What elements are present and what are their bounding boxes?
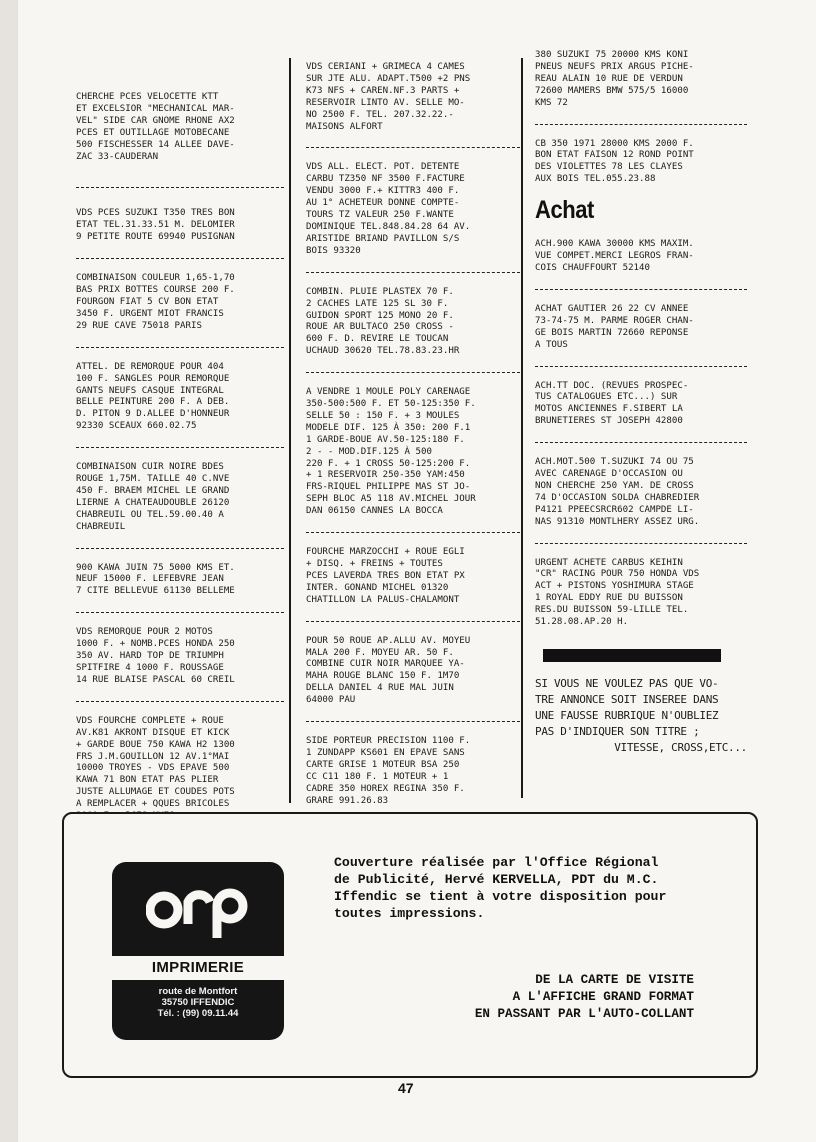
dashed-separator <box>76 447 284 448</box>
dashed-separator <box>76 187 284 188</box>
classified-ad: 900 KAWA JUIN 75 5000 KMS ET. NEUF 15000 F. LEFEBVRE JEAN 7 CITE BELLEVUE 61130 BELLEME <box>76 562 235 597</box>
dashed-separator <box>76 548 284 549</box>
classified-ad: COMBINAISON COULEUR 1,65-1,70 BAS PRIX BOTTES COURSE 200 F. FOURGON FIAT 5 CV BON ETAT 3450 F. URGENT MIOT FRANCIS 29 RUE CAVE 75018 PARIS <box>76 273 235 331</box>
classified-ad: 380 SUZUKI 75 20000 KMS KONI PNEUS NEUFS PRIX ARGUS PICHE- REAU ALAIN 10 RUE DE VERDUN 72600 MAMERS BMW 575/5 16000 KMS 72 <box>535 50 694 108</box>
page-number: 47 <box>398 1080 414 1096</box>
classified-ad: VDS PCES SUZUKI T350 TRES BON ETAT TEL.31.33.51 M. DELOMIER 9 PETITE ROUTE 69940 PUSIGNAN <box>76 208 235 243</box>
column-rule-left <box>289 58 291 803</box>
orp-logo-icon <box>146 872 250 942</box>
logo-address: route de Montfort 35750 IFFENDIC Tél. : (99) 09.11.44 <box>157 986 239 1019</box>
dashed-separator <box>535 124 747 125</box>
dashed-separator <box>535 366 747 367</box>
achat-section-heading: Achat <box>535 196 594 225</box>
dashed-separator <box>535 442 747 443</box>
classified-ad: POUR 50 ROUE AP.ALLU AV. MOYEU MALA 200 F. MOYEU AR. 50 F. COMBINE CUIR NOIR MARQUEE YA- MAHA ROUGE BLANC 150 F. 1M70 DELLA DANIEL 4 RUE MAL JUIN 64000 PAU <box>306 635 471 706</box>
dashed-separator <box>306 372 520 373</box>
classified-ad: ACH.MOT.500 T.SUZUKI 74 OU 75 AVEC CARENAGE D'OCCASION OU NON CHERCHE 250 YAM. DE CROSS 74 D'OCCASION SOLDA CHABREDIER P4121 PPEECSRCR602 CAMPDE LI- NAS 91310 MONTLHERY ASSEZ URG. <box>535 457 700 527</box>
classified-ad: SIDE PORTEUR PRECISION 1100 F. 1 ZUNDAPP KS601 EN EPAVE SANS CARTE GRISE 1 MOTEUR BSA 250 CC C11 180 F. 1 MOTEUR + 1 CADRE 350 HOREX REGINA 350 F. GRARE 991.26.83 <box>306 736 471 806</box>
dashed-separator <box>306 532 520 533</box>
classified-ad: A VENDRE 1 MOULE POLY CARENAGE 350-500:500 F. ET 50-125:350 F. SELLE 50 : 150 F. + 3 MOULES MODELE DIF. 125 À 350: 200 F.1 1 GARDE-BOUE AV.50-125:180 F. 2 - - MOD.DIF.125 À 500 220 F. + 1 CROSS 50-125:200 F. + 1 RESERVOIR 250-350 YAM:450 FRS-RIQUEL PHILIPPE MAS ST JO- SEPH BLOC A5 118 AV.MICHEL JOUR DAN 06150 CANNES LA BOCCA <box>306 387 476 517</box>
classified-ad: FOURCHE MARZOCCHI + ROUE EGLI + DISQ. + FREINS + TOUTES PCES LAVERDA TRES BON ETAT PX INTER. GONAND MICHEL 01320 CHATILLON LA PALUS-CHALAMONT <box>306 547 465 605</box>
dashed-separator <box>76 347 284 348</box>
classifieds-column-1 <box>76 92 284 823</box>
logo-title: IMPRIMERIE <box>112 956 284 980</box>
dashed-separator <box>535 289 747 290</box>
black-bar <box>543 649 721 662</box>
classified-ad: ACH.900 KAWA 30000 KMS MAXIM. VUE COMPET.MERCI LEGROS FRAN- COIS CHAUFFOURT 52140 <box>535 239 694 273</box>
classified-ad: VDS FOURCHE COMPLETE + ROUE AV.K81 AKRONT DISQUE ET KICK + GARDE BOUE 750 KAWA H2 1300 FRS J.M.GOUILLON 12 AV.1°MAI 10000 TROYES - VDS EPAVE 500 KAWA 71 BON ETAT PAS PLIER JUSTE ALLUMAGE ET COUDES POTS A REMPLACER + QQUES BRICOLES <box>76 715 235 810</box>
classifieds-column-2 <box>306 62 520 808</box>
classified-ad: URGENT ACHETE CARBUS KEIHIN "CR" RACING POUR 750 HONDA VDS ACT + PISTONS YOSHIMURA STAGE 1 ROYAL EDDY RUE DU BUISSON RES.DU BUISSON 59-LILLE TEL. 51.28.08.AP.20 H. <box>535 557 700 628</box>
classified-ad: COMBIN. PLUIE PLASTEX 70 F. 2 CACHES LATE 125 SL 30 F. GUIDON SPORT 125 MONO 20 F. ROUE AR BULTACO 250 CROSS - 600 F. D. REVIRE LE TOUCAN UCHAUD 30620 TEL.78.83.23.HR <box>306 286 460 357</box>
dashed-separator <box>76 258 284 259</box>
dashed-separator <box>76 701 284 702</box>
column-rule-right <box>521 58 523 798</box>
classified-ad: ACHAT GAUTIER 26 22 CV ANNEE 73-74-75 M. PARME ROGER CHAN- GE BOIS MARTIN 72660 REPONSE A TOUS <box>535 303 694 350</box>
classified-ad: CHERCHE PCES VELOCETTE KTT ET EXCELSIOR "MECHANICAL MAR- VEL" SIDE CAR GNOME RHONE AX2 PCES ET OUTILLAGE MOTOBECANE 500 FISCHESSER 14 ALLEE DAVE- ZAC 33-CAUDERAN <box>76 92 235 162</box>
classifieds-column-3 <box>535 50 747 756</box>
printer-tagline: DE LA CARTE DE VISITE A L'AFFICHE GRAND FORMAT EN PASSANT PAR L'AUTO-COLLANT <box>474 973 694 1021</box>
dashed-separator <box>306 721 520 722</box>
classified-ad: ATTEL. DE REMORQUE POUR 404 100 F. SANGLES POUR REMORQUE GANTS NEUFS CASQUE INTEGRAL BELLE PEINTURE 200 F. A DEB. D. PITON 9 D.ALLEE D'HONNEUR 92330 SCEAUX 660.02.75 <box>76 361 230 432</box>
imprimerie-logo <box>112 862 284 1040</box>
dashed-separator <box>76 612 284 613</box>
classified-ad: CB 350 1971 28000 KMS 2000 F. BON ETAT FAISON 12 ROND POINT DES VIOLETTES 78 LES CLAYES AUX BOIS TEL.055.23.88 <box>535 138 694 185</box>
cover-credit: Couverture réalisée par l'Office Régional de Publicité, Hervé KERVELLA, PDT du M.C. Iffendic se tient à votre disposition pour toutes impressions. <box>334 855 667 921</box>
dashed-separator <box>535 543 747 544</box>
classified-ad: VDS CERIANI + GRIMECA 4 CAMES SUR JTE ALU. ADAPT.T500 +2 PNS K73 NFS + CAREN.NF.3 PARTS + RESERVOIR LINTO AV. SELLE MO- NO 2500 F. TEL. 207.32.22.- MAISONS ALFORT <box>306 62 471 132</box>
classified-ad: ACH.TT DOC. (REVUES PROSPEC- TUS CATALOGUES ETC...) SUR MOTOS ANCIENNES F.SIBERT LA BRUNETIERES ST JOSEPH 42800 <box>535 380 689 427</box>
classified-ad: VDS ALL. ELECT. POT. DETENTE CARBU TZ350 NF 3500 F.FACTURE VENDU 3000 F.+ KITTR3 400 F. AU 1° ACHETEUR DONNE COMPTE- TOURS TZ VALEUR 250 F.WANTE DOMINIQUE TEL.848.84.28 64 AV. ARISTIDE BRIAND PAVILLON S/S BOIS 93320 <box>306 162 471 256</box>
dashed-separator <box>306 621 520 622</box>
classified-ad: COMBINAISON CUIR NOIRE BDES ROUGE 1,75M. TAILLE 40 C.NVE 450 F. BRAEM MICHEL LE GRAND LIERNE A CHATEAUDOUBLE 26120 CHABREUIL OU TEL.59.00.40 A CHABREUIL <box>76 462 230 532</box>
dashed-separator <box>306 147 520 148</box>
handwritten-signoff: VITESSE, CROSS,ETC... <box>614 741 747 754</box>
handwritten-note: SI VOUS NE VOULEZ PAS QUE VO- TRE ANNONCE SOIT INSEREE DANS UNE FAUSSE RUBRIQUE N'OUBLIEZ PAS D'INDIQUER SON TITRE ; <box>535 677 719 738</box>
classified-ad: VDS REMORQUE POUR 2 MOTOS 1000 F. + NOMB.PCES HONDA 250 350 AV. HARD TOP DE TRIUMPH SPITFIRE 4 1000 F. ROUSSAGE 14 RUE BLAISE PASCAL 60 CREIL <box>76 627 235 685</box>
dashed-separator <box>306 272 520 273</box>
printer-advert-box <box>62 812 758 1078</box>
